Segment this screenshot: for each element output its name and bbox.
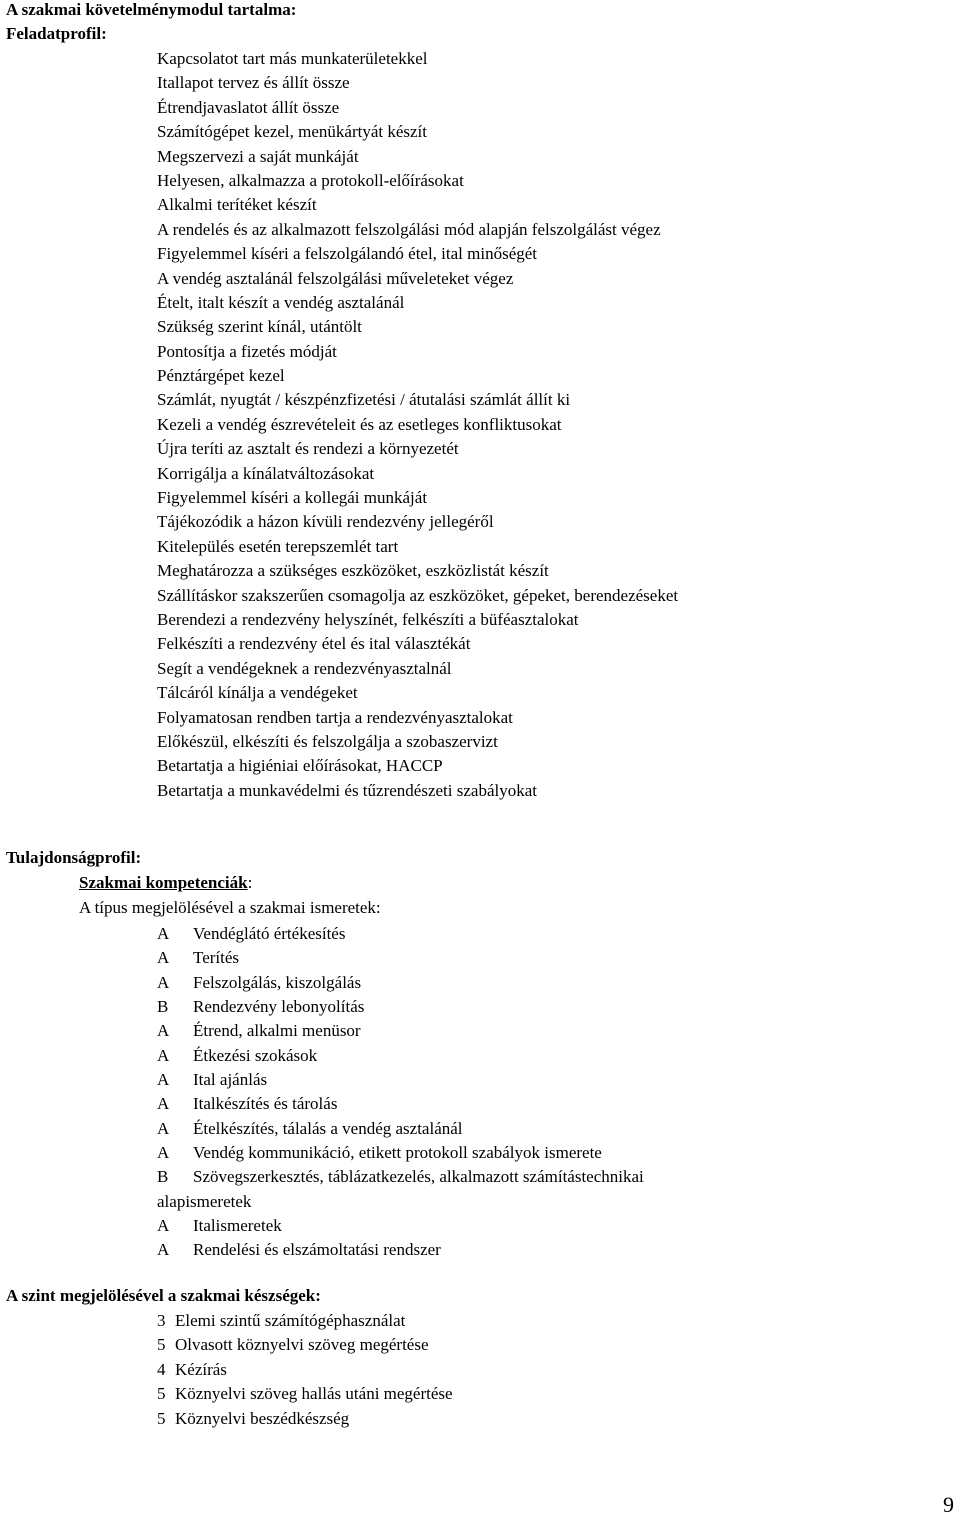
- knowledge-item: [157, 1165, 644, 1214]
- page-number: 9: [943, 1492, 954, 1517]
- skill-level: 4: [157, 1359, 166, 1379]
- task-item: Berendezi a rendezvény helyszínét, felkészíti a büféasztalokat: [157, 609, 579, 629]
- task-item: Figyelemmel kíséri a kollegái munkáját: [157, 488, 428, 508]
- task-item: Étrendjavaslatot állít össze: [157, 97, 340, 117]
- task-item: Szükség szerint kínál, utántölt: [157, 317, 362, 337]
- knowledge-text: Italkészítés és tárolás: [193, 1094, 338, 1114]
- knowledge-text: Szövegszerkesztés, táblázatkezelés, alkalmazott számítástechnikai: [193, 1167, 644, 1187]
- skill-level-heading: A szint megjelölésével a szakmai készségek:: [6, 1286, 321, 1305]
- knowledge-type: A: [157, 1216, 170, 1236]
- task-item: Folyamatosan rendben tartja a rendezvényasztalokat: [157, 707, 513, 727]
- knowledge-text: Vendég kommunikáció, etikett protokoll szabályok ismerete: [193, 1143, 602, 1163]
- knowledge-type: A: [157, 1021, 170, 1041]
- knowledge-item: [157, 1238, 644, 1262]
- knowledge-type: B: [157, 1167, 169, 1187]
- skill-item: [157, 1333, 453, 1357]
- skill-item: [157, 1407, 453, 1431]
- skill-level: 5: [157, 1408, 166, 1428]
- knowledge-text: Italismeretek: [193, 1216, 282, 1236]
- task-list: [157, 47, 678, 803]
- task-item: Pontosítja a fizetés módját: [157, 341, 337, 361]
- knowledge-item: [157, 1117, 644, 1141]
- skill-text: Olvasott köznyelvi szöveg megértése: [175, 1335, 429, 1355]
- knowledge-type: A: [157, 1118, 170, 1138]
- skill-text: Kézírás: [175, 1359, 227, 1379]
- skill-level: 5: [157, 1335, 166, 1355]
- task-item: A vendég asztalánál felszolgálási műveleteket végez: [157, 268, 514, 288]
- knowledge-item: [157, 971, 644, 995]
- professional-competencies-heading: [79, 873, 252, 893]
- knowledge-type: A: [157, 1045, 170, 1065]
- knowledge-type: B: [157, 997, 169, 1017]
- knowledge-text: Rendelési és elszámoltatási rendszer: [193, 1240, 441, 1260]
- task-item: Kitelepülés esetén terepszemlét tart: [157, 536, 399, 556]
- skill-item: [157, 1309, 453, 1333]
- task-item: Újra teríti az asztalt és rendezi a környezetét: [157, 439, 459, 459]
- knowledge-type: A: [157, 972, 170, 992]
- module-content-heading: A szakmai követelménymodul tartalma:: [6, 0, 297, 19]
- task-item: Betartatja a higiéniai előírásokat, HACCP: [157, 756, 443, 776]
- skill-level: 3: [157, 1311, 166, 1330]
- professional-competencies-label: Szakmai kompetenciák: [79, 873, 248, 892]
- knowledge-type: A: [157, 1240, 170, 1260]
- skill-item: [157, 1382, 453, 1406]
- task-item: Segít a vendégeknek a rendezvényasztalnál: [157, 658, 452, 678]
- skill-text: Köznyelvi szöveg hallás utáni megértése: [175, 1384, 453, 1404]
- knowledge-item: [157, 1141, 644, 1165]
- task-item: Helyesen, alkalmazza a protokoll-előírásokat: [157, 170, 464, 190]
- professional-competencies-colon: :: [247, 873, 253, 892]
- knowledge-type: A: [157, 1094, 170, 1114]
- task-item: Kezeli a vendég észrevételeit és az esetleges konfliktusokat: [157, 414, 562, 434]
- property-profile-heading: Tulajdonságprofil:: [6, 848, 142, 867]
- task-item: Korrigálja a kínálatváltozásokat: [157, 463, 375, 483]
- task-item: Tálcáról kínálja a vendégeket: [157, 683, 358, 703]
- knowledge-text: Felszolgálás, kiszolgálás: [193, 972, 362, 992]
- knowledge-item: [157, 1019, 644, 1043]
- skill-text: Elemi szintű számítógéphasználat: [175, 1311, 406, 1330]
- task-item: Megszervezi a saját munkáját: [157, 146, 359, 166]
- knowledge-type: A: [157, 924, 170, 943]
- task-item: A rendelés és az alkalmazott felszolgálási mód alapján felszolgálást végez: [157, 219, 661, 239]
- knowledge-item: [157, 946, 644, 970]
- task-item: Számítógépet kezel, menükártyát készít: [157, 122, 428, 142]
- knowledge-text: Terítés: [193, 948, 240, 968]
- task-item: Felkészíti a rendezvény étel és ital választékát: [157, 634, 471, 654]
- task-item: Meghatározza a szükséges eszközöket, eszközlistát készít: [157, 561, 549, 581]
- knowledge-text-continuation: alapismeretek: [157, 1191, 252, 1211]
- type-knowledge-label: A típus megjelölésével a szakmai ismeretek:: [79, 898, 381, 917]
- task-item: Ételt, italt készít a vendég asztalánál: [157, 292, 405, 312]
- knowledge-text: Vendéglátó értékesítés: [193, 924, 346, 943]
- knowledge-text: Étkezési szokások: [193, 1045, 318, 1065]
- knowledge-text: Rendezvény lebonyolítás: [193, 997, 365, 1017]
- task-item: Kapcsolatot tart más munkaterületekkel: [157, 49, 428, 68]
- knowledge-type: A: [157, 1070, 170, 1090]
- skills-list: [157, 1309, 453, 1431]
- task-item: Számlát, nyugtát / készpénzfizetési / átutalási számlát állít ki: [157, 390, 571, 410]
- task-item: Szállításkor szakszerűen csomagolja az eszközöket, gépeket, berendezéseket: [157, 585, 679, 605]
- knowledge-item: [157, 1044, 644, 1068]
- knowledge-item: [157, 995, 644, 1019]
- knowledge-item: [157, 922, 644, 946]
- task-item: Tájékozódik a házon kívüli rendezvény jellegéről: [157, 512, 494, 532]
- skill-item: [157, 1358, 453, 1382]
- knowledge-text: Étrend, alkalmi menüsor: [193, 1021, 361, 1041]
- task-profile-heading: Feladatprofil:: [6, 24, 107, 43]
- knowledge-item: [157, 1092, 644, 1116]
- task-item: Betartatja a munkavédelmi és tűzrendészeti szabályokat: [157, 780, 537, 800]
- task-item: Pénztárgépet kezel: [157, 366, 285, 386]
- skill-level: 5: [157, 1384, 166, 1404]
- task-item: Előkészül, elkészíti és felszolgálja a szobaszervizt: [157, 731, 498, 751]
- skill-text: Köznyelvi beszédkészség: [175, 1408, 350, 1428]
- task-item: Itallapot tervez és állít össze: [157, 73, 350, 93]
- knowledge-text: Ételkészítés, tálalás a vendég asztalánál: [193, 1118, 463, 1138]
- knowledge-item: [157, 1068, 644, 1092]
- knowledge-item: [157, 1214, 644, 1238]
- knowledge-type: A: [157, 948, 170, 968]
- knowledge-text: Ital ajánlás: [193, 1070, 268, 1090]
- knowledge-list: [157, 922, 644, 1263]
- task-item: Figyelemmel kíséri a felszolgálandó étel, ital minőségét: [157, 244, 538, 264]
- knowledge-type: A: [157, 1143, 170, 1163]
- task-item: Alkalmi terítéket készít: [157, 195, 317, 215]
